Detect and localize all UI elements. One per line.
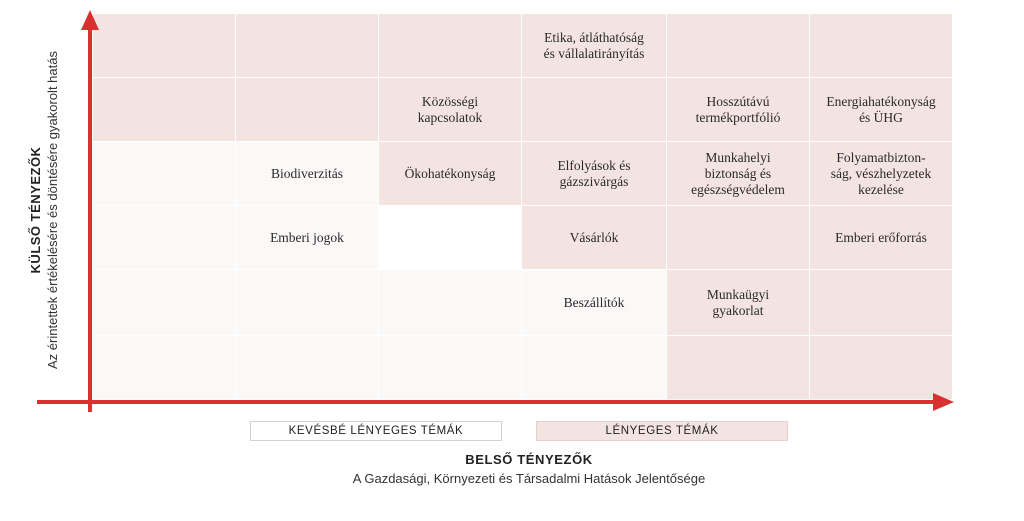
legend-important: LÉNYEGES TÉMÁK [536, 421, 788, 441]
topic-label: Energiahatékonyság és ÜHG [826, 93, 936, 125]
y-axis-title: KÜLSŐ TÉNYEZŐK [28, 146, 43, 274]
topic-label: Folyamatbizton- ság, vészhelyzetek kezelése [830, 149, 932, 197]
y-axis-subtitle: Az érintettek értékelésére és döntésére gyakorolt hatás [45, 51, 60, 369]
topic-label: Munkaügyi gyakorlat [706, 286, 770, 318]
topic-label: Munkahelyi biztonság és egészségvédelem [691, 149, 785, 197]
topic-label: Biodiverzitás [271, 165, 343, 181]
y-axis-label [28, 10, 68, 410]
x-axis-title: BELSŐ TÉNYEZŐK [465, 452, 593, 467]
topic-label: Beszállítók [563, 294, 625, 310]
y-axis-arrowhead [81, 10, 99, 30]
topic-label: Etika, átláthatóság és vállalatirányítás [543, 29, 645, 61]
topic-label: Vásárlók [569, 229, 619, 245]
topic-label: Ökohatékonyság [404, 165, 496, 181]
x-axis-subtitle: A Gazdasági, Környezeti és Társadalmi Hatások Jelentősége [352, 471, 706, 486]
x-axis-arrowhead [933, 393, 954, 411]
topic-label: Elfolyások és gázszivárgás [557, 157, 631, 189]
topic-label: Hosszútávú termékportfólió [695, 93, 781, 125]
topic-label: Közösségi kapcsolatok [417, 93, 483, 125]
topic-label: Emberi jogok [270, 229, 344, 245]
legend-less-important: KEVÉSBÉ LÉNYEGES TÉMÁK [250, 421, 502, 441]
topic-label: Emberi erőforrás [835, 229, 927, 245]
